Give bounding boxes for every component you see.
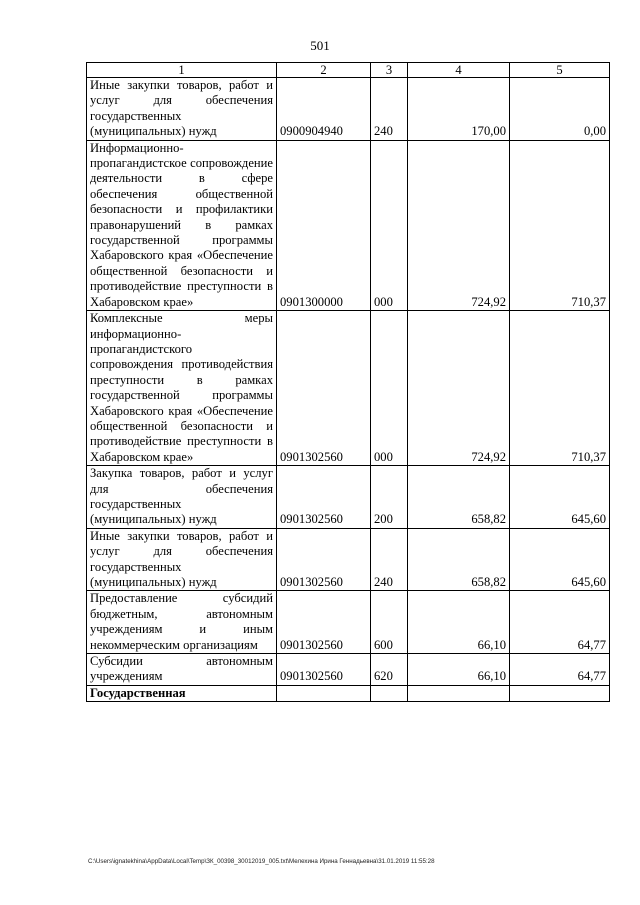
table-row — [87, 140, 610, 310]
row-amount-col4: 724,92 — [408, 311, 510, 466]
table-row — [87, 654, 610, 686]
row-target-code: 0901302560 — [277, 528, 371, 591]
row-amount-col5: 0,00 — [510, 78, 610, 141]
row-amount-col4: 724,92 — [408, 140, 510, 310]
file-path-footer: C:\Users\ignatekhina\AppData\Local\Temp\ЗК_00398_30012019_005.txt\Мелехина Ирина Геннадьевна\31.01.2019 11:55:28 — [88, 858, 435, 865]
header-col-1: 1 — [87, 63, 277, 78]
row-amount-col5: 64,77 — [510, 654, 610, 686]
row-description: Предоставление субсидий бюджетным, автономным учреждениям и иным некоммерческим организациям — [87, 591, 277, 654]
row-expense-type — [371, 685, 408, 701]
row-amount-col5: 710,37 — [510, 140, 610, 310]
row-target-code: 0900904940 — [277, 78, 371, 141]
row-amount-col4: 66,10 — [408, 591, 510, 654]
row-expense-type: 000 — [371, 311, 408, 466]
row-amount-col5: 645,60 — [510, 528, 610, 591]
header-col-5: 5 — [510, 63, 610, 78]
page-number: 501 — [310, 38, 330, 53]
row-amount-col5: 710,37 — [510, 311, 610, 466]
row-target-code: 0901302560 — [277, 311, 371, 466]
budget-table — [86, 62, 610, 702]
row-expense-type: 200 — [371, 466, 408, 529]
row-amount-col4 — [408, 685, 510, 701]
row-amount-col5: 64,77 — [510, 591, 610, 654]
table-row — [87, 311, 610, 466]
row-description: Информационно-пропагандистское сопровождение деятельности в сфере обеспечения общественной безопасности и профилактики правонарушений в рамках государственной программы Хабаровского края «Обеспечение общественной безопасности и противодействие преступности в Хабаровском крае» — [87, 140, 277, 310]
row-amount-col5 — [510, 685, 610, 701]
row-target-code: 0901302560 — [277, 466, 371, 529]
row-target-code: 0901302560 — [277, 654, 371, 686]
row-amount-col4: 170,00 — [408, 78, 510, 141]
row-expense-type: 620 — [371, 654, 408, 686]
row-description: Иные закупки товаров, работ и услуг для обеспечения государственных (муниципальных) нужд — [87, 78, 277, 141]
row-expense-type: 240 — [371, 78, 408, 141]
table-row — [87, 528, 610, 591]
row-target-code: 0901300000 — [277, 140, 371, 310]
row-description: Субсидии автономным учреждениям — [87, 654, 277, 686]
row-amount-col4: 658,82 — [408, 466, 510, 529]
header-row — [87, 63, 610, 78]
row-amount-col4: 66,10 — [408, 654, 510, 686]
row-description: Государственная — [87, 685, 277, 701]
row-amount-col5: 645,60 — [510, 466, 610, 529]
header-col-2: 2 — [277, 63, 371, 78]
row-description: Закупка товаров, работ и услуг для обеспечения государственных (муниципальных) нужд — [87, 466, 277, 529]
header-col-4: 4 — [408, 63, 510, 78]
row-amount-col4: 658,82 — [408, 528, 510, 591]
row-expense-type: 600 — [371, 591, 408, 654]
row-expense-type: 000 — [371, 140, 408, 310]
row-target-code — [277, 685, 371, 701]
row-expense-type: 240 — [371, 528, 408, 591]
table-row — [87, 466, 610, 529]
header-col-3: 3 — [371, 63, 408, 78]
row-description: Комплексные меры информационно-пропагандистского сопровождения противодействия преступности в рамках государственной программы Хабаровского края «Обеспечение общественной безопасности и противодействие преступности в Хабаровском крае» — [87, 311, 277, 466]
row-description: Иные закупки товаров, работ и услуг для обеспечения государственных (муниципальных) нужд — [87, 528, 277, 591]
table-row — [87, 591, 610, 654]
table-row — [87, 685, 610, 701]
table-row — [87, 78, 610, 141]
row-target-code: 0901302560 — [277, 591, 371, 654]
